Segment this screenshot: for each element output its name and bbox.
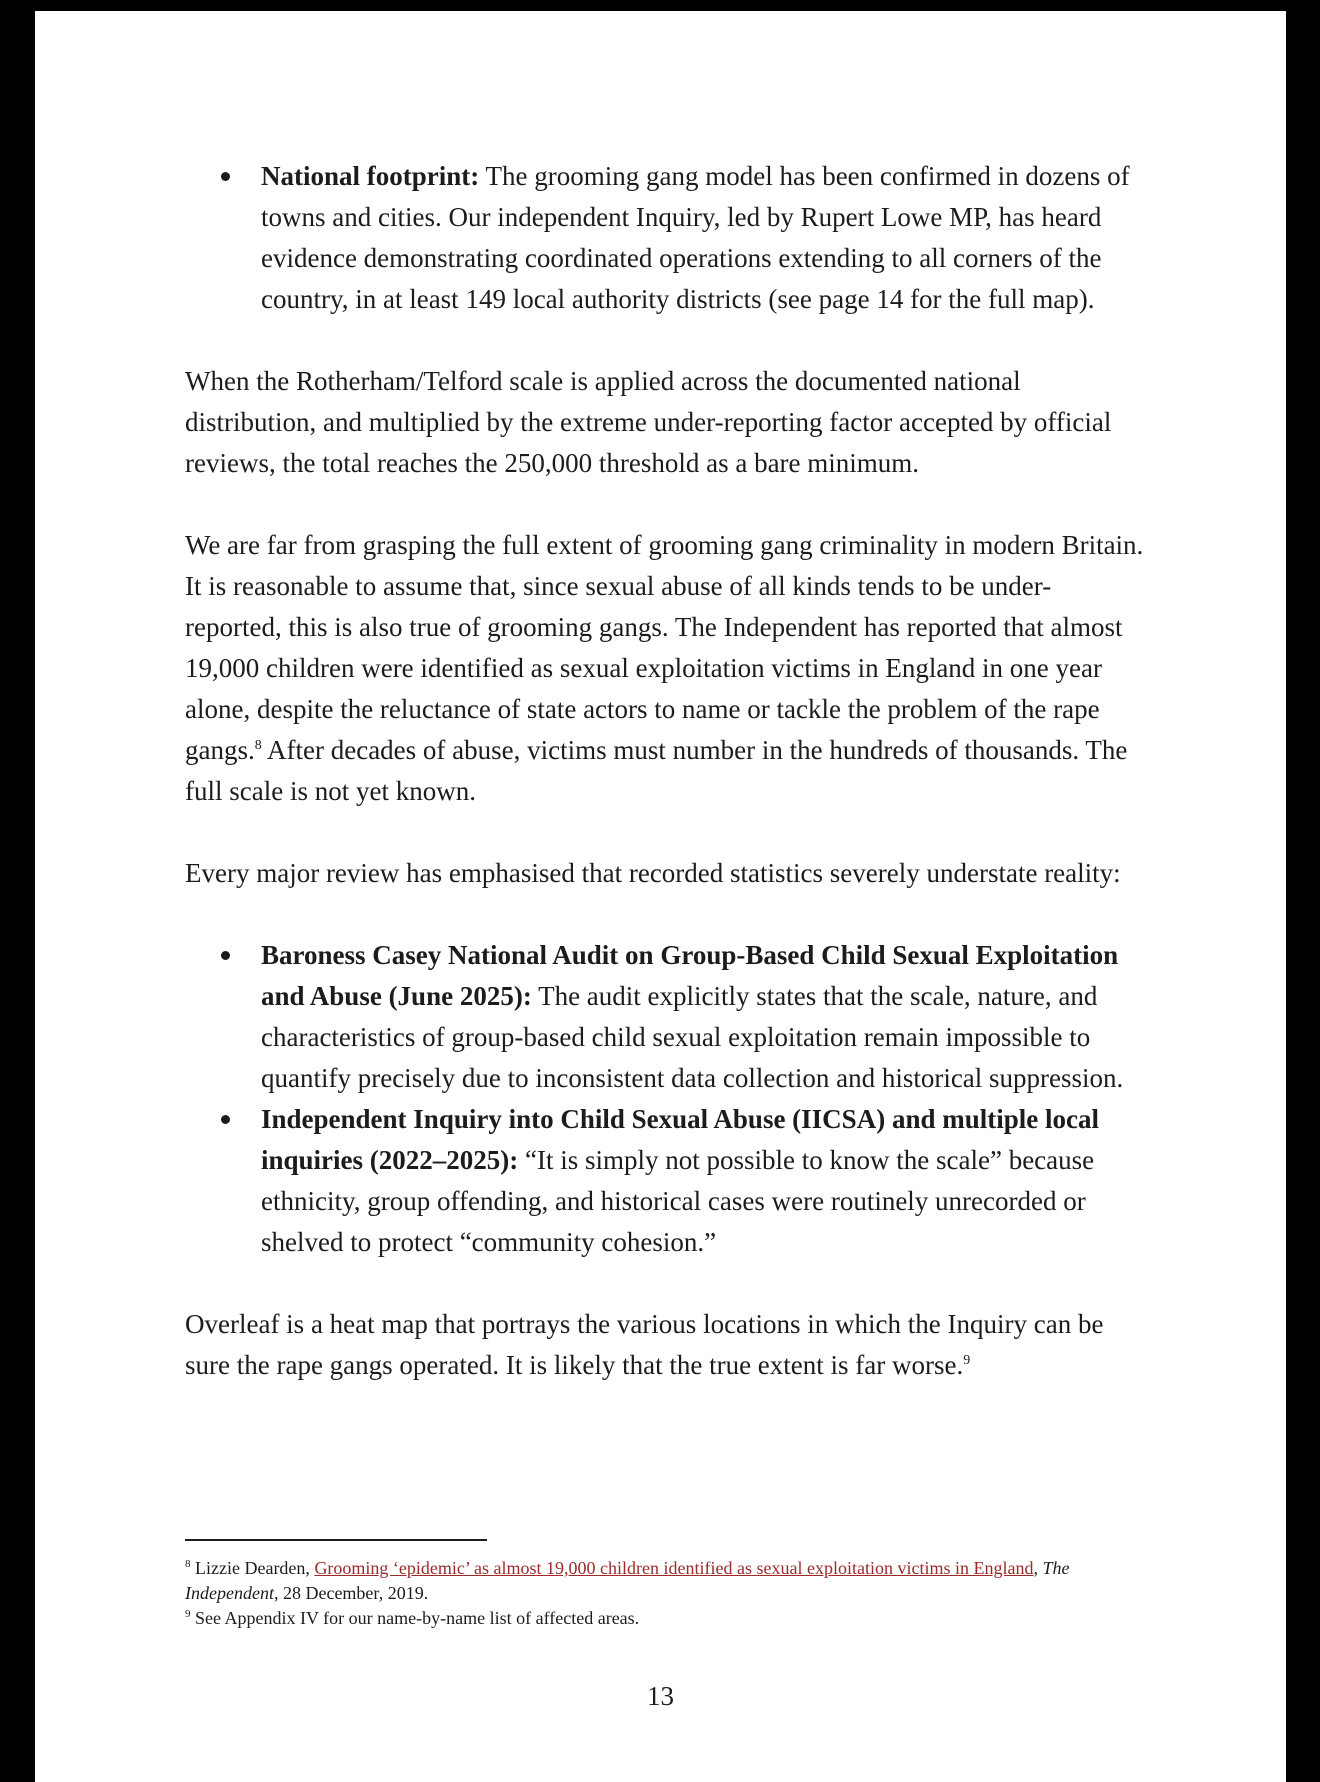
footnotes <box>185 1556 1145 1631</box>
footnote-date: , 28 December, 2019. <box>273 1583 429 1603</box>
page-number: 13 <box>647 1681 674 1711</box>
footnote-publication: The Independent <box>185 1558 1070 1603</box>
footnote-divider <box>185 1539 487 1541</box>
bullet-label: Baroness Casey National Audit on Group-Based Child Sexual Exploitation and Abuse (June 2025): <box>261 940 1119 1011</box>
bullet-label: Independent Inquiry into Child Sexual Abuse (IICSA) and multiple local inquiries (2022–2025): <box>261 1104 1099 1175</box>
paragraph-text: After decades of abuse, victims must number in the hundreds of thousands. The full scale is not yet known. <box>185 735 1128 806</box>
paragraph-reviews-intro: Every major review has emphasised that recorded statistics severely understate reality: <box>185 858 1121 888</box>
footnote-ref-8[interactable]: 8 <box>254 738 262 753</box>
bullet-text: The grooming gang model has been confirmed in dozens of towns and cities. Our independent Inquiry, led by Rupert Lowe MP, has heard evidence demonstrating coordinated operations extending to all corners of the country, in at least 149 local authority districts (see page 14 for the full map). <box>261 161 1130 314</box>
footnote-author: Lizzie Dearden, <box>190 1558 315 1578</box>
paragraph-heat-map <box>185 1304 1145 1386</box>
footnote-link[interactable]: Grooming ‘epidemic’ as almost 19,000 children identified as sexual exploitation victims in England <box>314 1558 1034 1578</box>
body-text <box>185 156 1145 1386</box>
footnote-9 <box>185 1606 1145 1631</box>
bullet-label: National footprint: <box>261 161 480 191</box>
footnote-ref-9[interactable]: 9 <box>963 1353 971 1368</box>
bullet-text: “It is simply not possible to know the scale” because ethnicity, group offending, and historical cases were routinely unrecorded or shelved to protect “community cohesion.” <box>261 1145 1095 1257</box>
bullet-iicsa <box>185 1099 1145 1263</box>
footnote-mark: 9 <box>185 1608 191 1620</box>
bullet-list-reviews <box>185 935 1145 1263</box>
paragraph-scale: When the Rotherham/Telford scale is applied across the documented national distribution, and multiplied by the extreme under-reporting factor accepted by official reviews, the total reaches the 250,000 threshold as a bare minimum. <box>185 366 1112 478</box>
footnote-text: See Appendix IV for our name-by-name list of affected areas. <box>190 1608 640 1628</box>
paragraph-extent <box>185 525 1145 812</box>
bullet-icon <box>221 951 230 960</box>
document-page <box>35 11 1286 1782</box>
bullet-icon <box>221 1115 230 1124</box>
footnote-8 <box>185 1556 1145 1606</box>
bullet-text: The audit explicitly states that the scale, nature, and characteristics of group-based child sexual exploitation remain impossible to quantify precisely due to inconsistent data collection and historical suppression. <box>261 981 1124 1093</box>
paragraph-text: We are far from grasping the full extent of grooming gang criminality in modern Britain. It is reasonable to assume that, since sexual abuse of all kinds tends to be under-reported, this is also true of grooming gangs. The Independent has reported that almost 19,000 children were identified as sexual exploitation victims in England in one year alone, despite the reluctance of state actors to name or tackle the problem of the rape gangs. <box>185 530 1144 765</box>
bullet-list-footprint <box>185 156 1145 320</box>
paragraph-text: Overleaf is a heat map that portrays the various locations in which the Inquiry can be sure the rape gangs operated. It is likely that the true extent is far worse. <box>185 1309 1104 1380</box>
footnote-separator: , <box>1033 1558 1043 1578</box>
bullet-icon <box>221 172 230 181</box>
bullet-national-footprint <box>185 156 1145 320</box>
footnote-mark: 8 <box>185 1558 191 1570</box>
bullet-casey-audit <box>185 935 1145 1099</box>
